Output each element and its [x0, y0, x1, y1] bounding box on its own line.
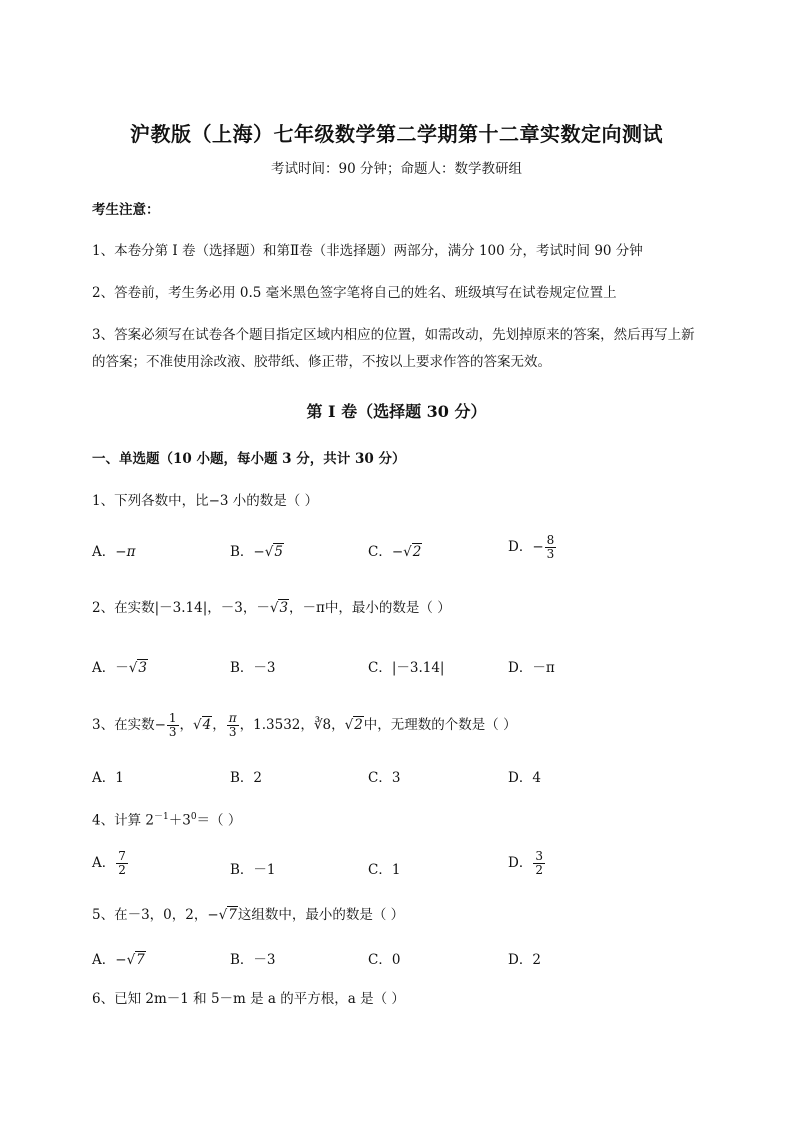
page-subtitle: 考试时间：90 分钟；命题人：数学教研组 [271, 161, 522, 177]
question-5-option-d: D．2 [508, 952, 541, 968]
question-2-option-c: C．|－3.14| [368, 660, 445, 676]
question-2-option-d: D．－π [508, 660, 555, 676]
section-title: 第 I 卷（选择题 30 分） [306, 402, 487, 421]
question-6-stem: 6、已知 2m－1 和 5－m 是 a 的平方根，a 是（ ） [92, 991, 405, 1007]
question-2-option-a: A．－√3 [92, 660, 147, 676]
question-2-stem: 2、在实数|－3.14|，－3，－√3，－π中，最小的数是（ ） [92, 600, 451, 616]
question-1-option-d: D．− $\frac{8}{3}$ [508, 533, 555, 561]
question-5-option-a: A．−√7 [92, 952, 145, 968]
question-5-stem: 5、在－3，0，2，−√7这组数中，最小的数是（ ） [92, 907, 405, 923]
question-3-option-b: B．2 [230, 770, 263, 786]
question-3-option-a: A．1 [92, 770, 124, 786]
question-1-option-a: A．−π [92, 544, 136, 560]
question-3-option-c: C．3 [368, 770, 401, 786]
notice-item-2: 2、答卷前，考生务必用 0.5 毫米黑色签字笔将自己的姓名、班级填写在试卷规定位置上 [92, 285, 617, 301]
question-3-stem: 3、在实数− $\frac{1}{3}$ ，√4， $\frac{\pi}{3}$ ，1.3532，∛8，√2中，无理数的个数是（ ） [92, 711, 517, 739]
question-2-option-b: B．－3 [230, 660, 276, 676]
question-5-option-b: B．－3 [230, 952, 276, 968]
part-title: 一、单选题（10 小题，每小题 3 分，共计 30 分） [92, 451, 406, 467]
question-4-option-b: B．－1 [230, 862, 276, 878]
question-4-option-d: D． $\frac{3}{2}$ [508, 849, 543, 877]
notice-heading: 考生注意： [92, 202, 160, 218]
notice-item-3: 3、答案必须写在试卷各个题目指定区域内相应的位置，如需改动，先划掉原来的答案，然后再写上新 [92, 327, 695, 343]
notice-item-3-cont: 的答案；不准使用涂改液、胶带纸、修正带，不按以上要求作答的答案无效。 [92, 354, 551, 370]
question-1-stem: 1、下列各数中，比−3 小的数是（ ） [92, 493, 319, 509]
notice-item-1: 1、本卷分第 I 卷（选择题）和第Ⅱ卷（非选择题）两部分，满分 100 分，考试时间 90 分钟 [92, 243, 643, 259]
question-4-option-c: C．1 [368, 862, 401, 878]
question-3-option-d: D．4 [508, 770, 541, 786]
question-1-option-b: B．−√5 [230, 544, 283, 560]
question-4-stem: 4、计算 $2^{-1}+3^0=$（ ） [92, 812, 242, 829]
question-1-option-c: C．−√2 [368, 544, 422, 560]
question-4-option-a: A． $\frac{7}{2}$ [92, 849, 126, 877]
page-title: 沪教版（上海）七年级数学第二学期第十二章实数定向测试 [130, 122, 663, 146]
question-5-option-c: C．0 [368, 952, 401, 968]
